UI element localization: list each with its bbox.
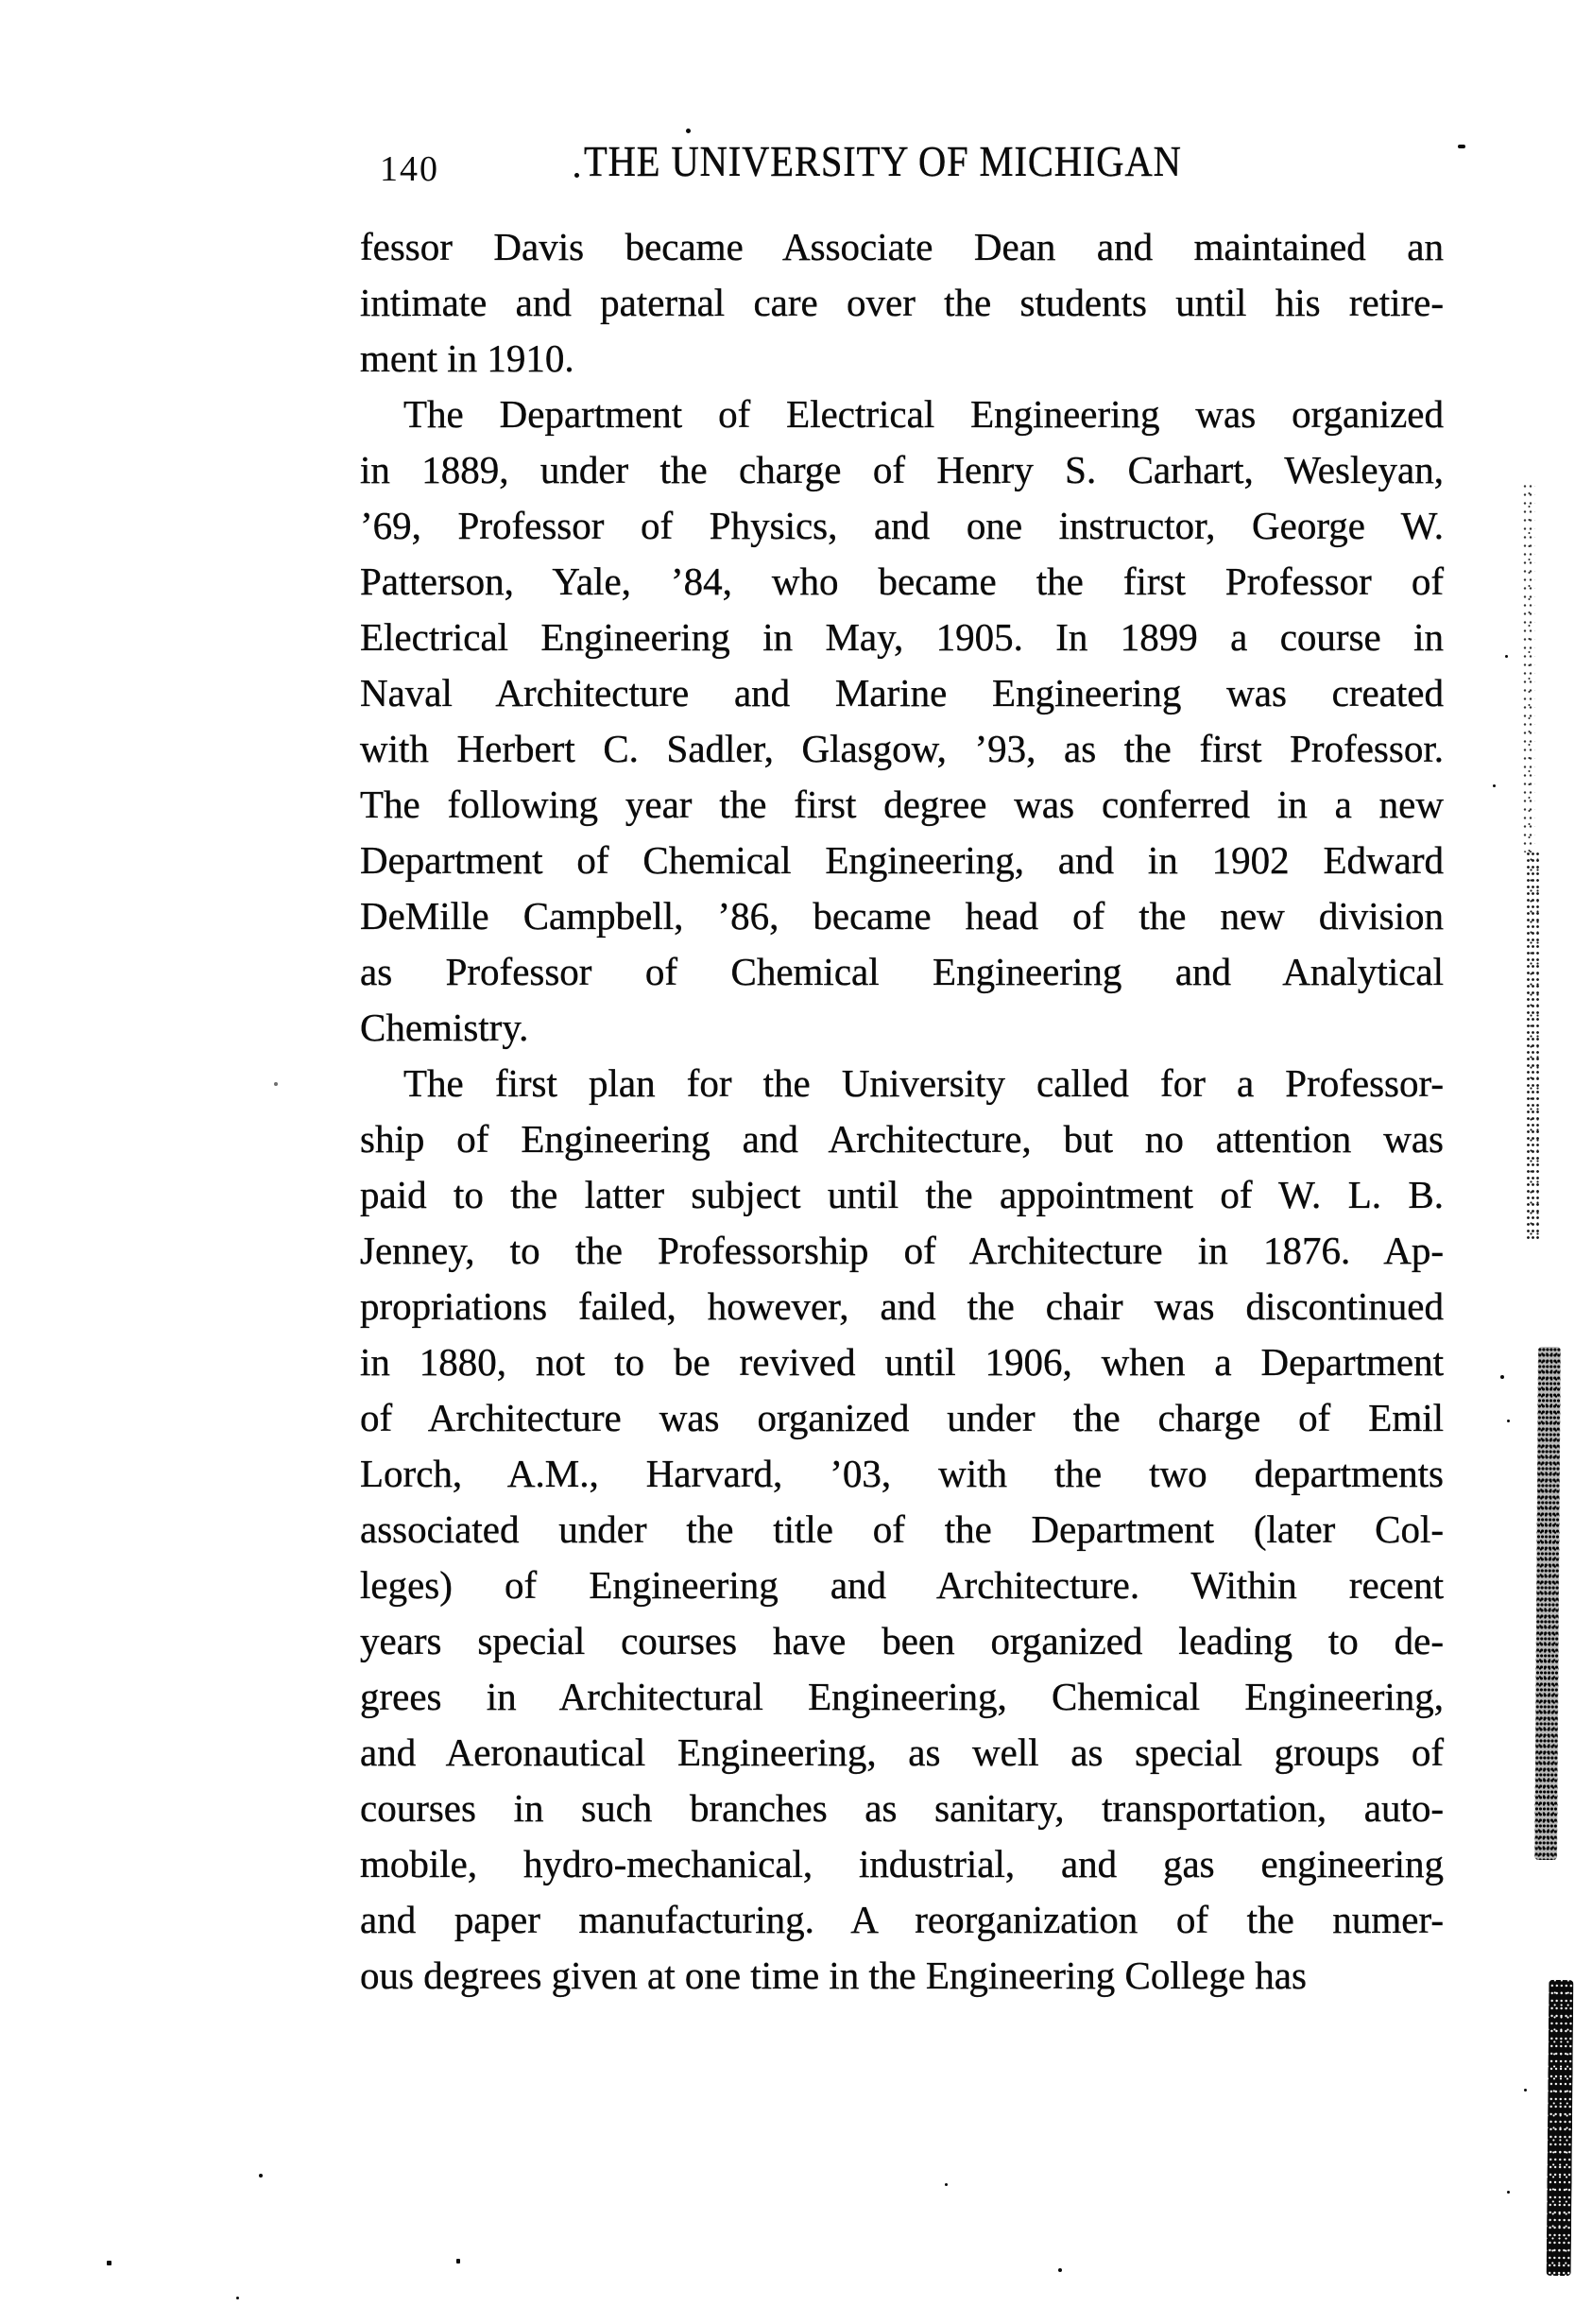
ink-speck (1524, 2089, 1527, 2092)
text-line: Lorch, A.M., Harvard, ’03, with the two departments (360, 1452, 1444, 1495)
text-line: fessor Davis became Associate Dean and maintained an (360, 225, 1444, 268)
text-line: DeMille Campbell, ’86, became head of the new division (360, 894, 1444, 938)
ink-speck (107, 2261, 111, 2265)
ink-speck (1493, 784, 1496, 787)
body-text (360, 219, 1444, 2004)
text-line: grees in Architectural Engineering, Chemical Engineering, (360, 1675, 1444, 1718)
ink-speck (945, 2183, 948, 2186)
text-line: courses in such branches as sanitary, transportation, auto- (360, 1786, 1444, 1830)
text-line: The Department of Electrical Engineering was organized (403, 392, 1444, 436)
ink-speck (1458, 145, 1465, 148)
text-line: Naval Architecture and Marine Engineering was created (360, 671, 1444, 714)
scan-noise-strip (1522, 482, 1535, 852)
text-line: years special courses have been organized leading to de- (360, 1619, 1444, 1662)
text-line: Electrical Engineering in May, 1905. In 1899 a course in (360, 615, 1444, 659)
scan-noise-strip (1534, 1347, 1561, 1860)
text-line: ’69, Professor of Physics, and one instructor, George W. (360, 504, 1444, 547)
ink-speck (259, 2174, 263, 2178)
ink-speck (1507, 1420, 1510, 1422)
ink-speck (686, 129, 691, 133)
ink-speck (1058, 2268, 1062, 2272)
text-line: The following year the first degree was conferred in a new (360, 783, 1444, 826)
ink-speck (236, 2297, 239, 2299)
text-line: of Architecture was organized under the charge of Emil (360, 1396, 1444, 1439)
running-title: THE UNIVERSITY OF MICHIGAN (584, 138, 1182, 185)
text-line: ous degrees given at one time in the Engineering College has (360, 1954, 1307, 1997)
text-line: Patterson, Yale, ’84, who became the first Professor of (360, 559, 1444, 603)
page-number: 140 (380, 149, 439, 189)
ink-speck (1505, 655, 1508, 658)
ink-speck (1507, 2191, 1510, 2194)
text-line: as Professor of Chemical Engineering and Analytical (360, 950, 1444, 993)
text-line: and paper manufacturing. A reorganization of the numer- (360, 1898, 1444, 1941)
text-line: Jenney, to the Professorship of Architecture in 1876. Ap- (360, 1229, 1444, 1272)
ink-speck (574, 173, 579, 178)
scan-noise-strip (1526, 851, 1540, 1243)
text-line: with Herbert C. Sadler, Glasgow, ’93, as the first Professor. (360, 727, 1444, 770)
text-line: leges) of Engineering and Architecture. Within recent (360, 1563, 1444, 1607)
text-line: Chemistry. (360, 1006, 529, 1049)
text-line: intimate and paternal care over the students until his retire- (360, 281, 1444, 324)
text-line: The first plan for the University called for a Professor- (403, 1061, 1444, 1105)
text-line: and Aeronautical Engineering, as well as special groups of (360, 1730, 1444, 1774)
text-line: in 1880, not to be revived until 1906, when a Department (360, 1340, 1444, 1384)
text-line: associated under the title of the Department (later Col- (360, 1507, 1444, 1551)
ink-speck (1500, 1375, 1504, 1379)
text-line: ment in 1910. (360, 336, 574, 380)
text-line: in 1889, under the charge of Henry S. Carhart, Wesleyan, (360, 448, 1444, 491)
ink-speck (456, 2259, 460, 2264)
text-line: paid to the latter subject until the appointment of W. L. B. (360, 1173, 1444, 1216)
text-line: Department of Chemical Engineering, and in 1902 Edward (360, 838, 1444, 882)
ink-speck (274, 1082, 278, 1086)
scan-noise-strip (1547, 1980, 1574, 2276)
text-line: propriations failed, however, and the chair was discontinued (360, 1284, 1444, 1328)
text-line: mobile, hydro-mechanical, industrial, and gas engineering (360, 1842, 1444, 1885)
text-line: ship of Engineering and Architecture, but no attention was (360, 1117, 1444, 1161)
